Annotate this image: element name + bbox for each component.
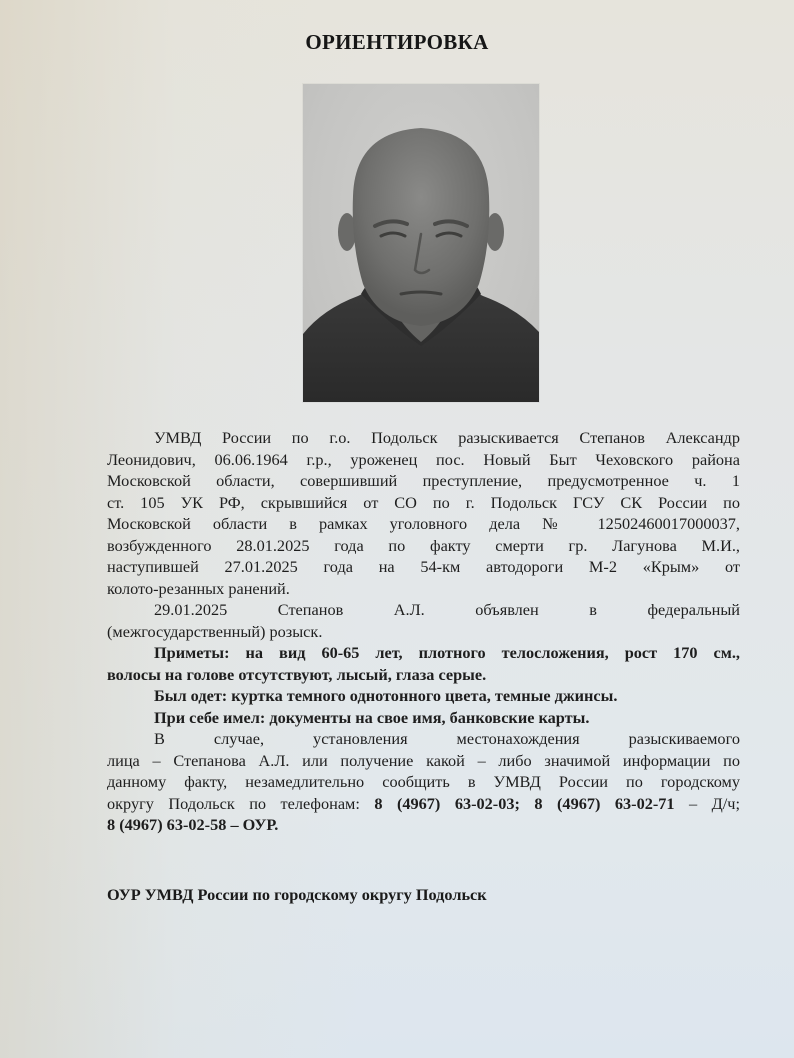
text-line: (межгосударственный) розыск. xyxy=(107,621,323,641)
text-line: Был одет: куртка темного однотонного цвета, темные джинсы. xyxy=(154,686,618,705)
paragraph-belongings xyxy=(107,707,740,729)
text-line: 29.01.2025 Степанов А.Л. объявлен в федеральный xyxy=(154,600,740,619)
text-line: Леонидович, 06.06.1964 г.р., уроженец пос. Новый Быт Чеховского района xyxy=(107,449,740,469)
notice-body xyxy=(107,427,740,836)
phone-number-1: 8 (4967) 63-02-03; xyxy=(374,793,520,813)
text-line: При себе имел: документы на свое имя, банковские карты. xyxy=(154,707,590,727)
text-line: УМВД России по г.о. Подольск разыскивается Степанов Александр xyxy=(154,428,740,447)
text-line: В случае, установления местонахождения разыскиваемого xyxy=(154,729,740,748)
paragraph-contact xyxy=(107,728,740,836)
text-line: наступившей 27.01.2025 года на 54-км автодороги М-2 «Крым» от xyxy=(107,557,740,576)
text-line-phones xyxy=(107,793,740,815)
text-line: возбужденного 28.01.2025 года по факту смерти гр. Лагунова М.И., xyxy=(107,535,740,555)
suspect-portrait-image xyxy=(303,84,539,402)
text-line: Московской области в рамках уголовного дела № 12502460017000037, xyxy=(107,514,740,533)
paragraph-description xyxy=(107,642,740,685)
text-line: колото-резанных ранений. xyxy=(107,578,290,598)
paragraph-wanted-declared xyxy=(107,599,740,642)
phones-prefix: округу Подольск по телефонам: xyxy=(107,793,375,813)
text-line: Московской области, совершивший преступление, предусмотренное ч. 1 xyxy=(107,471,740,490)
text-line: Приметы: на вид 60-65 лет, плотного телосложения, рост 170 см., xyxy=(154,643,740,662)
phone-number-2: 8 (4967) 63-02-71 xyxy=(534,793,675,813)
text-line: волосы на голове отсутствуют, лысый, глаза серые. xyxy=(107,664,487,684)
phone-2-label: – Д/ч; xyxy=(674,793,740,813)
paragraph-clothing xyxy=(107,685,740,707)
paragraph-intro xyxy=(107,427,740,599)
document-title: ОРИЕНТИРОВКА xyxy=(305,30,489,54)
suspect-photo xyxy=(303,84,539,402)
text-line: лица – Степанова А.Л. или получение какой – либо значимой информации по xyxy=(107,750,740,770)
issuer-signature: ОУР УМВД России по городскому округу Подольск xyxy=(107,885,487,904)
phone-number-3: 8 (4967) 63-02-58 – ОУР. xyxy=(107,815,279,834)
text-line: данному факту, незамедлительно сообщить в УМВД России по городскому xyxy=(107,772,740,791)
text-line: ст. 105 УК РФ, скрывшийся от СО по г. Подольск ГСУ СК России по xyxy=(107,492,740,512)
